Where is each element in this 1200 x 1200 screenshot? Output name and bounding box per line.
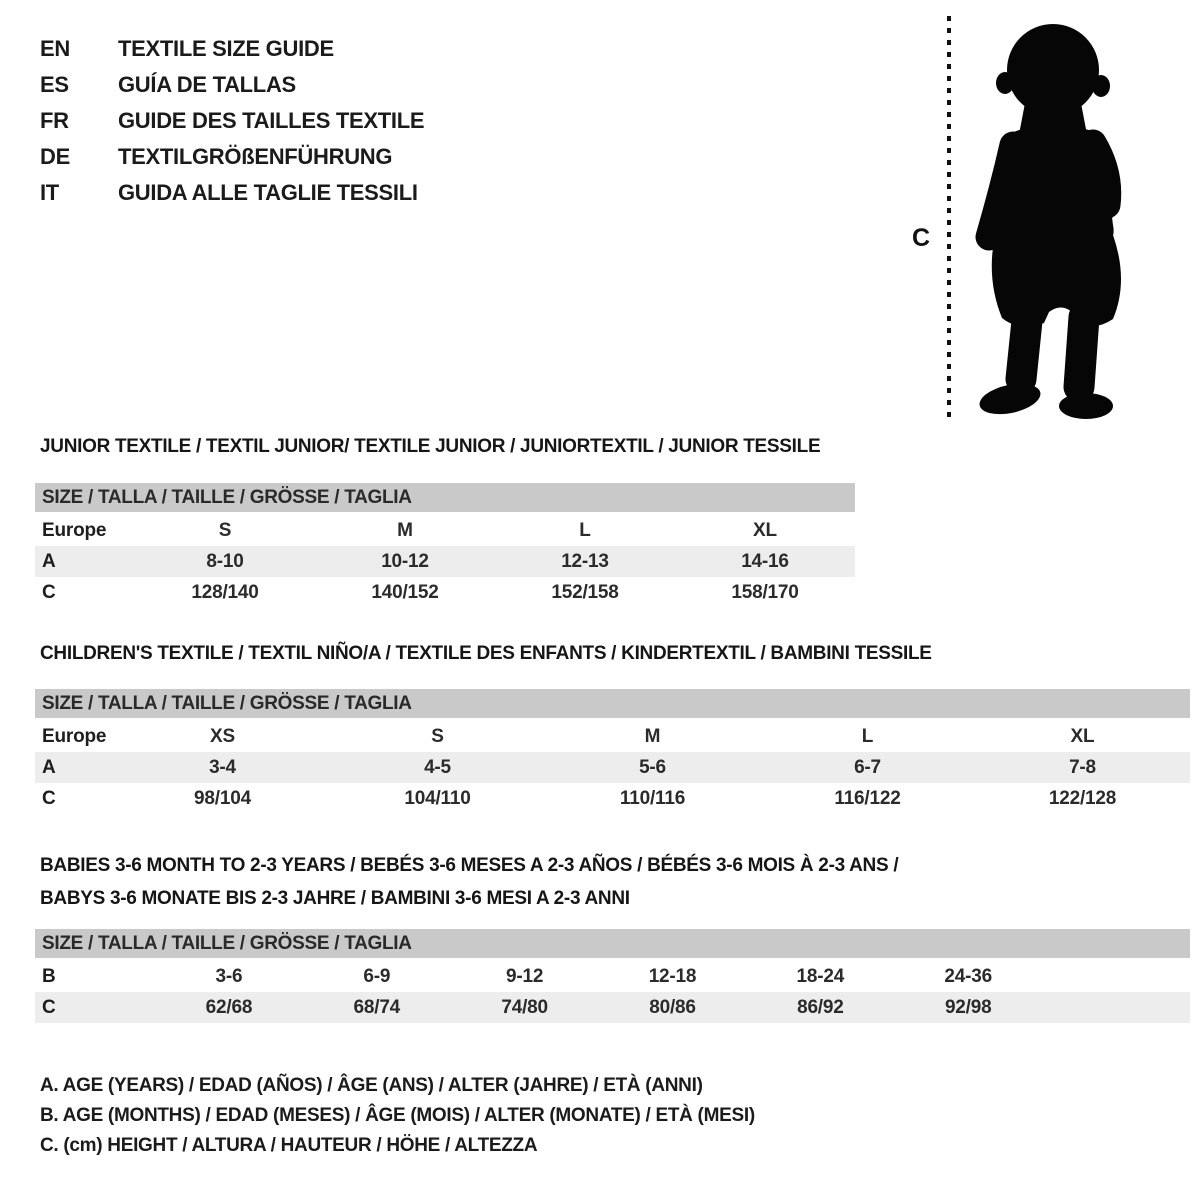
guide-title-de: TEXTILGRÖßENFÜHRUNG [118,144,393,169]
age-cell: 9-12 [506,965,544,987]
height-cell: 98/104 [194,787,251,809]
babies-title-line1: BABIES 3-6 MONTH TO 2-3 YEARS / BEBÉS 3-6 MESES A 2-3 AÑOS / BÉBÉS 3-6 MOIS À 2-3 ANS / [40,855,899,876]
height-cell: 62/68 [205,996,253,1018]
age-cell: 3-4 [209,756,236,778]
language-code: DE [40,144,70,169]
table-row-europe [35,515,855,546]
row-label: Europe [42,519,107,541]
size-cell: L [861,725,874,747]
language-row-fr [40,103,424,139]
size-cell: L [579,519,591,541]
table-row-height [35,992,1190,1023]
guide-title-en: TEXTILE SIZE GUIDE [118,36,334,61]
height-cell: 116/122 [834,787,901,809]
age-cell: 5-6 [639,756,666,778]
size-cell: M [644,725,661,747]
junior-section-title: JUNIOR TEXTILE / TEXTIL JUNIOR/ TEXTILE JUNIOR / JUNIORTEXTIL / JUNIOR TESSILE [40,436,821,457]
size-cell: XS [210,725,235,747]
legend-age-months: B. AGE (MONTHS) / EDAD (MESES) / ÂGE (MOIS) / ALTER (MONATE) / ETÀ (MESI) [40,1105,755,1126]
size-cell: S [431,725,444,747]
guide-title-fr: GUIDE DES TAILLES TEXTILE [118,108,425,133]
children-section-title: CHILDREN'S TEXTILE / TEXTIL NIÑO/A / TEXTILE DES ENFANTS / KINDERTEXTIL / BAMBINI TESSILE [40,643,932,664]
table-row-height [35,577,855,608]
age-cell: 6-7 [854,756,881,778]
size-header-bar: SIZE / TALLA / TAILLE / GRÖSSE / TAGLIA [35,483,855,512]
height-label-c: C [912,224,931,252]
table-row-age-months [35,961,1190,992]
height-cell: 86/92 [797,996,844,1018]
language-row-es [40,67,424,103]
measurement-legend [40,1071,755,1161]
table-row-europe [35,721,1190,752]
language-code: ES [40,72,69,97]
height-cell: 152/158 [551,581,619,603]
junior-size-table [35,483,855,608]
babies-title-line2: BABYS 3-6 MONATE BIS 2-3 JAHRE / BAMBINI 3-6 MESI A 2-3 ANNI [40,888,630,909]
height-cell: 104/110 [404,787,471,809]
age-cell: 18-24 [796,965,845,987]
height-cell: 140/152 [371,581,439,603]
row-label: Europe [42,725,107,747]
row-label: A [42,550,56,572]
guide-title-es: GUÍA DE TALLAS [118,72,296,97]
height-measure-figure [898,8,1160,428]
height-cell: 92/98 [944,996,992,1018]
age-cell: 7-8 [1069,756,1096,778]
age-cell: 12-18 [648,965,697,987]
height-cell: 158/170 [731,581,799,603]
row-label: A [42,756,56,778]
language-code: EN [40,36,70,61]
age-cell: 4-5 [424,756,451,778]
size-header-bar: SIZE / TALLA / TAILLE / GRÖSSE / TAGLIA [35,689,1190,718]
table-row-height [35,783,1190,814]
legend-age-years: A. AGE (YEARS) / EDAD (AÑOS) / ÂGE (ANS) / ALTER (JAHRE) / ETÀ (ANNI) [40,1075,703,1096]
height-cell: 128/140 [191,581,259,603]
height-cell: 68/74 [353,996,401,1018]
age-cell: 14-16 [741,550,789,572]
size-cell: M [397,519,413,541]
size-header-bar: SIZE / TALLA / TAILLE / GRÖSSE / TAGLIA [35,929,1190,958]
row-label: C [42,581,56,603]
height-cell: 122/128 [1048,787,1117,809]
size-cell: S [218,519,232,541]
language-title-list [40,31,424,211]
children-size-table [35,689,1190,814]
size-cell: XL [753,519,777,541]
toddler-silhouette-icon [977,24,1121,419]
language-code: FR [40,108,69,133]
language-row-it [40,175,424,211]
guide-title-it: GUIDA ALLE TAGLIE TESSILI [118,180,418,205]
age-cell: 8-10 [206,550,244,572]
table-row-age [35,752,1190,783]
row-label: C [42,787,56,809]
row-label: C [42,996,56,1018]
size-cell: XL [1070,725,1095,747]
age-cell: 12-13 [561,550,609,572]
height-cell: 74/80 [501,996,548,1018]
height-cell: 80/86 [649,996,696,1018]
height-cell: 110/116 [619,787,686,809]
row-label: B [42,965,56,987]
legend-height-cm: C. (cm) HEIGHT / ALTURA / HAUTEUR / HÖHE / ALTEZZA [40,1135,538,1156]
language-row-en [40,31,424,67]
language-code: IT [40,180,59,205]
table-row-age [35,546,855,577]
language-row-de [40,139,424,175]
age-cell: 10-12 [381,550,429,572]
age-cell: 3-6 [215,965,243,987]
babies-size-table [35,929,1190,1023]
age-cell: 6-9 [363,965,391,987]
age-cell: 24-36 [944,965,993,987]
babies-section-title [40,849,898,915]
